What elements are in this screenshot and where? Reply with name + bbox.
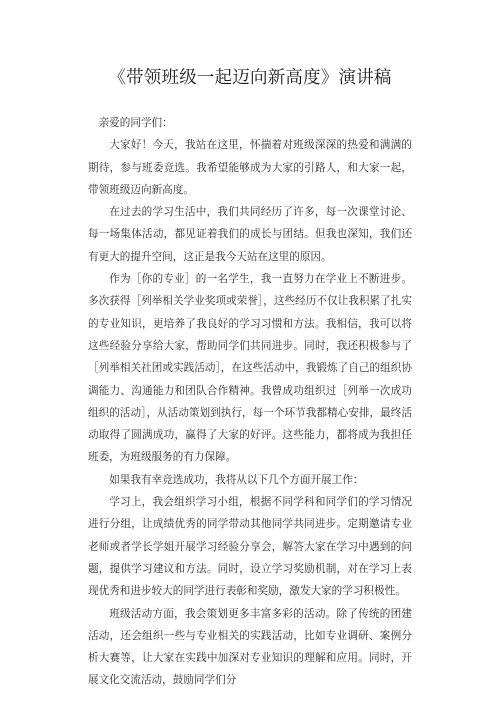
salutation-paragraph: 亲爱的同学们： [98, 117, 173, 129]
body-paragraph: 大家好！今天，我站在这里，怀揣着对班级深深的热爱和满满的期待，参与班委竞选。我希望能够成为大家的引路人，和大家一起，带领班级迈向新高度。 [88, 139, 412, 196]
body-paragraph: 作为［你的专业］的一名学生，我一直努力在学业上不断进步。多次获得［列举相关学业奖项或荣誉］，这些经历不仅让我积累了扎实的专业知识，更培养了我良好的学习习惯和方法。我相信，我可以将这些经验分享给大家，帮助同学们共同进步。同时，我还积极参与了［列举相关社团或实践活动］，在这些活动中，我锻炼了自己的组织协调能力、沟通能力和团队合作精神。我曾成功组织过［列举一次成功组织的活动］，从活动策划到执行，每一个环节我都精心安排，最终活动取得了圆满成功，赢得了大家的好评。这些能力，都将成为我担任班委，为班级服务的有力保障。 [88, 273, 412, 464]
document-title: 《带领班级一起迈向新高度》演讲稿 [108, 68, 392, 88]
body-paragraph: 班级活动方面，我会策划更多丰富多彩的活动。除了传统的团建活动，还会组织一些与专业相关的实践活动，比如专业调研、案例分析大赛等，让大家在实践中加深对专业知识的理解和应用。同时，开展文化交流活动，鼓励同学们分 [88, 607, 412, 687]
body-paragraph: 在过去的学习生活中，我们共同经历了许多，每一次课堂讨论、每一场集体活动，都见证着我们的成长与团结。但我也深知，我们还有更大的提升空间，这正是我今天站在这里的原因。 [88, 206, 412, 263]
body-paragraph: 如果我有幸竞选成功，我将从以下几个方面开展工作： [109, 473, 364, 486]
document-body [88, 112, 412, 692]
body-paragraph: 学习上，我会组织学习小组，根据不同学科和同学们的学习情况进行分组，让成绩优秀的同学带动其他同学共同进步。定期邀请专业老师或者学长学姐开展学习经验分享会，解答大家在学习中遇到的问题，提供学习建议和方法。同时，设立学习奖励机制，对在学习上表现优秀和进步较大的同学进行表彰和奖励，激发大家的学习积极性。 [88, 496, 412, 598]
